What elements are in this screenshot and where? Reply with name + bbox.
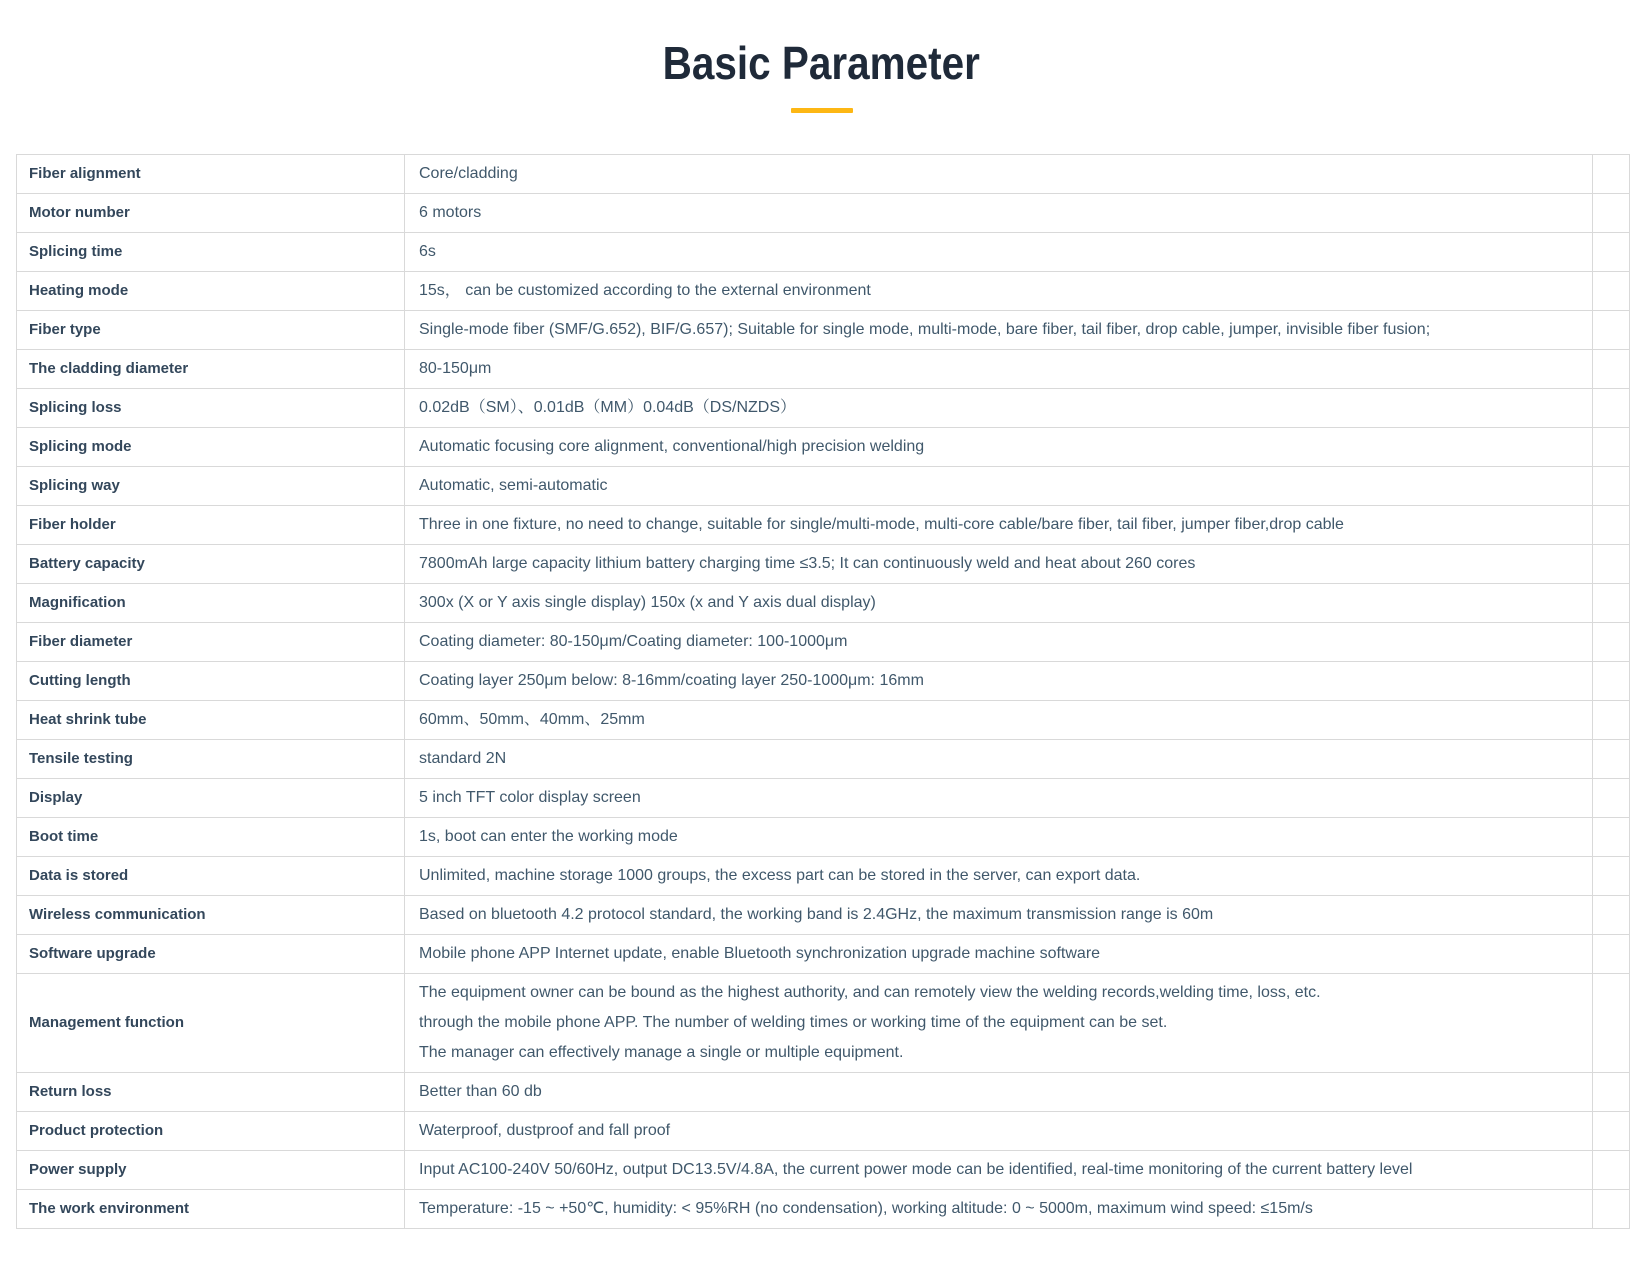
- spec-value: Automatic focusing core alignment, conventional/high precision welding: [405, 428, 1593, 467]
- table-row: [17, 662, 1630, 701]
- spacer-cell: [1593, 935, 1630, 974]
- spacer-cell: [1593, 233, 1630, 272]
- spec-label: Splicing loss: [17, 389, 405, 428]
- spec-value: Input AC100-240V 50/60Hz, output DC13.5V/4.8A, the current power mode can be identified, real-time monitoring of the current battery level: [405, 1151, 1593, 1190]
- table-row: [17, 935, 1630, 974]
- spec-value: Core/cladding: [405, 155, 1593, 194]
- spec-value: Better than 60 db: [405, 1073, 1593, 1112]
- spacer-cell: [1593, 896, 1630, 935]
- spec-label: Splicing time: [17, 233, 405, 272]
- table-row: [17, 506, 1630, 545]
- spacer-cell: [1593, 545, 1630, 584]
- spec-value: 7800mAh large capacity lithium battery charging time ≤3.5; It can continuously weld and heat about 260 cores: [405, 545, 1593, 584]
- table-row: [17, 389, 1630, 428]
- title-underline: [791, 108, 853, 113]
- spec-value: 60mm、50mm、40mm、25mm: [405, 701, 1593, 740]
- spec-label: Heating mode: [17, 272, 405, 311]
- spec-value: 1s, boot can enter the working mode: [405, 818, 1593, 857]
- spec-label: Wireless communication: [17, 896, 405, 935]
- spacer-cell: [1593, 974, 1630, 1073]
- table-row: [17, 1151, 1630, 1190]
- spacer-cell: [1593, 623, 1630, 662]
- spec-label: Splicing way: [17, 467, 405, 506]
- spec-label: Product protection: [17, 1112, 405, 1151]
- spacer-cell: [1593, 467, 1630, 506]
- spacer-cell: [1593, 740, 1630, 779]
- spec-label: Magnification: [17, 584, 405, 623]
- spacer-cell: [1593, 1151, 1630, 1190]
- spec-value: 5 inch TFT color display screen: [405, 779, 1593, 818]
- spec-value: 0.02dB（SM）、0.01dB（MM）0.04dB（DS/NZDS）: [405, 389, 1593, 428]
- spec-value: Single-mode fiber (SMF/G.652), BIF/G.657); Suitable for single mode, multi-mode, bare fiber, tail fiber, drop cable, jumper, invisible fiber fusion;: [405, 311, 1593, 350]
- spec-label: Power supply: [17, 1151, 405, 1190]
- spec-label: Data is stored: [17, 857, 405, 896]
- table-row: [17, 467, 1630, 506]
- table-row: [17, 1190, 1630, 1229]
- table-row: [17, 311, 1630, 350]
- table-row: [17, 428, 1630, 467]
- spec-value: Temperature: -15 ~ +50℃, humidity: < 95%RH (no condensation), working altitude: 0 ~ 5000m, maximum wind speed: ≤15m/s: [405, 1190, 1593, 1229]
- spacer-cell: [1593, 701, 1630, 740]
- spacer-cell: [1593, 1190, 1630, 1229]
- table-row: [17, 779, 1630, 818]
- table-row: [17, 974, 1630, 1073]
- spec-value: Coating diameter: 80-150μm/Coating diameter: 100-1000μm: [405, 623, 1593, 662]
- spacer-cell: [1593, 1112, 1630, 1151]
- spacer-cell: [1593, 389, 1630, 428]
- spec-label: Heat shrink tube: [17, 701, 405, 740]
- spec-value: Automatic, semi-automatic: [405, 467, 1593, 506]
- spacer-cell: [1593, 506, 1630, 545]
- table-row: [17, 155, 1630, 194]
- spec-label: Management function: [17, 974, 405, 1073]
- table-row: [17, 857, 1630, 896]
- spec-label: Fiber alignment: [17, 155, 405, 194]
- table-row: [17, 701, 1630, 740]
- spacer-cell: [1593, 311, 1630, 350]
- table-row: [17, 896, 1630, 935]
- table-row: [17, 623, 1630, 662]
- page-title: Basic Parameter: [662, 37, 981, 89]
- spec-value: Unlimited, machine storage 1000 groups, the excess part can be stored in the server, can export data.: [405, 857, 1593, 896]
- table-row: [17, 740, 1630, 779]
- spec-label: Battery capacity: [17, 545, 405, 584]
- spec-value: Waterproof, dustproof and fall proof: [405, 1112, 1593, 1151]
- spec-label: Software upgrade: [17, 935, 405, 974]
- spacer-cell: [1593, 350, 1630, 389]
- spec-label: The work environment: [17, 1190, 405, 1229]
- table-row: [17, 194, 1630, 233]
- spec-value: The equipment owner can be bound as the highest authority, and can remotely view the welding records,welding time, loss, etc. through the mobile phone APP. The number of welding times or working time of the equipment can be set. The manager can effectively manage a single or multiple equipment.: [405, 974, 1593, 1073]
- spec-value: 15s， can be customized according to the external environment: [405, 272, 1593, 311]
- table-row: [17, 1073, 1630, 1112]
- table-row: [17, 350, 1630, 389]
- spec-value: 300x (X or Y axis single display) 150x (x and Y axis dual display): [405, 584, 1593, 623]
- spec-table: [16, 154, 1630, 1229]
- spacer-cell: [1593, 428, 1630, 467]
- spec-label: Return loss: [17, 1073, 405, 1112]
- spec-label: Fiber diameter: [17, 623, 405, 662]
- spec-label: Splicing mode: [17, 428, 405, 467]
- spacer-cell: [1593, 1073, 1630, 1112]
- spacer-cell: [1593, 779, 1630, 818]
- spec-table-body: [17, 155, 1630, 1229]
- spec-value: 80-150μm: [405, 350, 1593, 389]
- spacer-cell: [1593, 584, 1630, 623]
- spacer-cell: [1593, 155, 1630, 194]
- spec-label: Display: [17, 779, 405, 818]
- table-row: [17, 1112, 1630, 1151]
- spec-label: The cladding diameter: [17, 350, 405, 389]
- spec-value: Mobile phone APP Internet update, enable Bluetooth synchronization upgrade machine software: [405, 935, 1593, 974]
- spec-label: Tensile testing: [17, 740, 405, 779]
- spec-value: Based on bluetooth 4.2 protocol standard, the working band is 2.4GHz, the maximum transmission range is 60m: [405, 896, 1593, 935]
- spec-label: Boot time: [17, 818, 405, 857]
- table-row: [17, 233, 1630, 272]
- spec-label: Motor number: [17, 194, 405, 233]
- spec-value: 6s: [405, 233, 1593, 272]
- table-row: [17, 584, 1630, 623]
- spec-value: standard 2N: [405, 740, 1593, 779]
- page-header: [0, 36, 1643, 113]
- spec-value: 6 motors: [405, 194, 1593, 233]
- spacer-cell: [1593, 272, 1630, 311]
- table-row: [17, 818, 1630, 857]
- spacer-cell: [1593, 194, 1630, 233]
- spec-label: Cutting length: [17, 662, 405, 701]
- spec-label: Fiber holder: [17, 506, 405, 545]
- spec-value: Three in one fixture, no need to change, suitable for single/multi-mode, multi-core cable/bare fiber, tail fiber, jumper fiber,drop cable: [405, 506, 1593, 545]
- spacer-cell: [1593, 857, 1630, 896]
- spacer-cell: [1593, 662, 1630, 701]
- spacer-cell: [1593, 818, 1630, 857]
- table-row: [17, 272, 1630, 311]
- spec-label: Fiber type: [17, 311, 405, 350]
- spec-value: Coating layer 250μm below: 8-16mm/coating layer 250-1000μm: 16mm: [405, 662, 1593, 701]
- table-row: [17, 545, 1630, 584]
